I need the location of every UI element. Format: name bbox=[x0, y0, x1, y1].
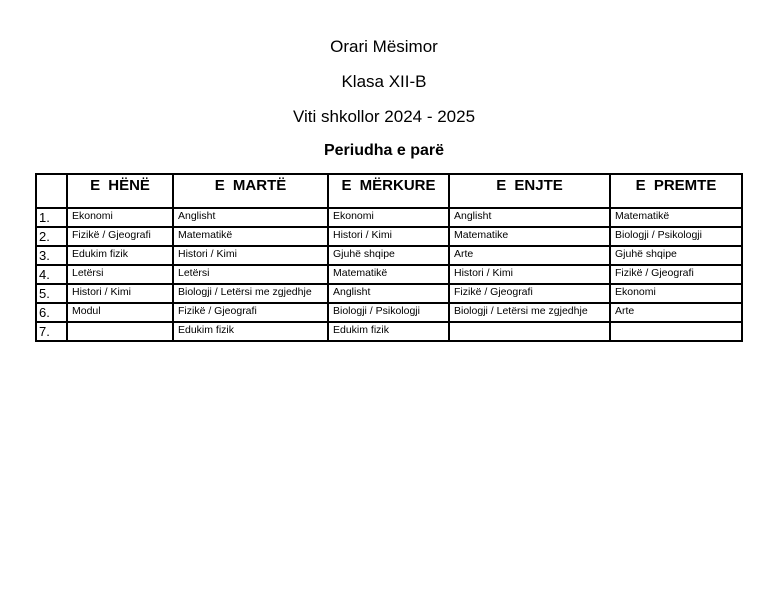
table-cell: Modul bbox=[67, 303, 173, 322]
table-cell: Matematikë bbox=[328, 265, 449, 284]
table-cell: Fizikë / Gjeografi bbox=[610, 265, 742, 284]
table-cell: Biologji / Psikologji bbox=[610, 227, 742, 246]
table-cell: Matematikë bbox=[173, 227, 328, 246]
table-cell: Matematike bbox=[449, 227, 610, 246]
table-row bbox=[36, 284, 742, 303]
period-label: Periudha e parë bbox=[323, 142, 445, 159]
day-header-monday: E HËNË bbox=[67, 174, 173, 208]
period-number: 1. bbox=[36, 208, 67, 227]
table-header-row bbox=[36, 174, 742, 208]
table-cell: Anglisht bbox=[449, 208, 610, 227]
corner-cell bbox=[36, 174, 67, 208]
table-row bbox=[36, 322, 742, 341]
table-row bbox=[36, 265, 742, 284]
table-cell: Matematikë bbox=[610, 208, 742, 227]
table-cell: Ekonomi bbox=[67, 208, 173, 227]
table-cell: Ekonomi bbox=[610, 284, 742, 303]
table-row bbox=[36, 303, 742, 322]
table-cell bbox=[449, 322, 610, 341]
table-cell: Gjuhë shqipe bbox=[328, 246, 449, 265]
period-number: 4. bbox=[36, 265, 67, 284]
table-cell: Letërsi bbox=[173, 265, 328, 284]
table-cell: Arte bbox=[610, 303, 742, 322]
period-number: 3. bbox=[36, 246, 67, 265]
table-cell: Edukim fizik bbox=[328, 322, 449, 341]
table-cell: Biologji / Psikologji bbox=[328, 303, 449, 322]
table-cell bbox=[610, 322, 742, 341]
period-number: 2. bbox=[36, 227, 67, 246]
document-title: Orari Mësimor bbox=[330, 37, 438, 56]
day-header-tuesday: E MARTË bbox=[173, 174, 328, 208]
table-row bbox=[36, 227, 742, 246]
table-cell: Histori / Kimi bbox=[67, 284, 173, 303]
table-row bbox=[36, 208, 742, 227]
day-header-wednesday: E MËRKURE bbox=[328, 174, 449, 208]
table-cell: Histori / Kimi bbox=[449, 265, 610, 284]
table-cell: Histori / Kimi bbox=[328, 227, 449, 246]
schedule-table bbox=[35, 173, 743, 342]
day-header-thursday: E ENJTE bbox=[449, 174, 610, 208]
table-cell: Arte bbox=[449, 246, 610, 265]
table-cell: Fizikë / Gjeografi bbox=[173, 303, 328, 322]
table-cell: Ekonomi bbox=[328, 208, 449, 227]
table-cell: Fizikë / Gjeografi bbox=[67, 227, 173, 246]
table-cell: Edukim fizik bbox=[67, 246, 173, 265]
day-header-friday: E PREMTE bbox=[610, 174, 742, 208]
table-cell: Biologji / Letërsi me zgjedhje bbox=[173, 284, 328, 303]
period-number: 5. bbox=[36, 284, 67, 303]
table-cell: Fizikë / Gjeografi bbox=[449, 284, 610, 303]
table-cell bbox=[67, 322, 173, 341]
table-cell: Biologji / Letërsi me zgjedhje bbox=[449, 303, 610, 322]
period-number: 7. bbox=[36, 322, 67, 341]
table-cell: Histori / Kimi bbox=[173, 246, 328, 265]
table-cell: Anglisht bbox=[173, 208, 328, 227]
table-cell: Edukim fizik bbox=[173, 322, 328, 341]
table-row bbox=[36, 246, 742, 265]
class-label: Klasa XII-B bbox=[341, 72, 427, 91]
table-cell: Letërsi bbox=[67, 265, 173, 284]
table-cell: Gjuhë shqipe bbox=[610, 246, 742, 265]
school-year: Viti shkollor 2024 - 2025 bbox=[292, 107, 476, 126]
table-cell: Anglisht bbox=[328, 284, 449, 303]
period-number: 6. bbox=[36, 303, 67, 322]
